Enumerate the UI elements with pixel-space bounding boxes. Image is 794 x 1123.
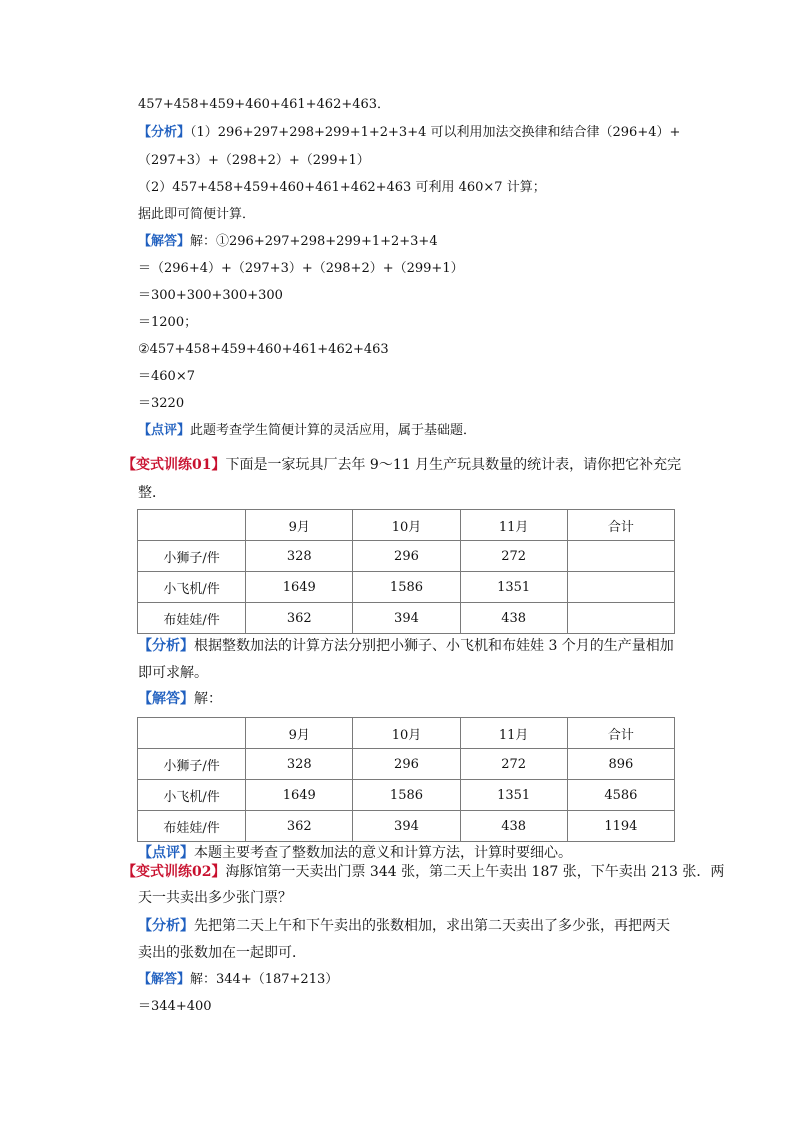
answer-text: 解： (194, 691, 222, 707)
table-cell: 438 (460, 811, 567, 842)
answer-tag: 【解答】 (138, 972, 191, 987)
variant-02-text: 海豚馆第一天卖出门票 344 张，第二天上午卖出 187 张，下午卖出 213 张．两 (225, 864, 725, 880)
header-cell (138, 510, 246, 541)
header-cell: 合计 (567, 510, 674, 541)
variant-02-analysis-cont: 卖出的张数加在一起即可． (138, 945, 306, 961)
table-row (138, 603, 675, 634)
variant-01-line (122, 457, 681, 473)
answer-step-1: ＝（296+4）+（297+3）+（298+2）+（299+1） (138, 261, 464, 276)
row-label: 布娃娃/件 (138, 811, 246, 842)
table-cell: 438 (460, 603, 567, 634)
total-cell (567, 541, 674, 572)
answer-line (138, 234, 438, 250)
variant-01-tag: 【变式训练01】 (122, 457, 226, 473)
answer-tag: 【解答】 (138, 691, 194, 707)
analysis-line-3: 据此即可简便计算． (138, 207, 256, 222)
stats-table-blank (137, 509, 675, 634)
header-cell: 9月 (246, 510, 353, 541)
answer-step-2: ＝300+300+300+300 (138, 288, 283, 303)
table-row (138, 749, 675, 780)
analysis-text: 根据整数加法的计算方法分别把小狮子、小飞机和布娃娃 3 个月的生产量相加 (194, 638, 674, 654)
table-cell: 272 (460, 749, 567, 780)
answer-tag: 【解答】 (138, 234, 191, 249)
table-cell: 1586 (353, 780, 460, 811)
total-cell (567, 572, 674, 603)
table-cell: 394 (353, 811, 460, 842)
row-label: 布娃娃/件 (138, 603, 246, 634)
total-cell: 4586 (567, 780, 674, 811)
variant-01-analysis (138, 638, 674, 654)
analysis-line-1-cont: （297+3）+（298+2）+（299+1） (138, 153, 370, 168)
row-label: 小狮子/件 (138, 749, 246, 780)
variant-02-answer (138, 972, 338, 988)
stats-table-filled (137, 717, 675, 842)
total-cell: 1194 (567, 811, 674, 842)
header-cell (138, 718, 246, 749)
analysis-line-2: （2）457+458+459+460+461+462+463 可利用 460×7 计算； (138, 180, 546, 195)
header-cell: 11月 (460, 718, 567, 749)
analysis-text: 先把第二天上午和下午卖出的张数相加，求出第二天卖出了多少张，再把两天 (194, 918, 670, 934)
table-row (138, 811, 675, 842)
total-cell (567, 603, 674, 634)
variant-02-tag: 【变式训练02】 (122, 864, 226, 880)
variant-02-line (122, 864, 724, 880)
table-row (138, 541, 675, 572)
table-cell: 272 (460, 541, 567, 572)
analysis-tag: 【分析】 (138, 638, 194, 654)
answer-text: 解：①296+297+298+299+1+2+3+4 (190, 234, 438, 249)
table-header-row (138, 510, 675, 541)
table-cell: 1649 (246, 780, 353, 811)
row-label: 小飞机/件 (138, 572, 246, 603)
answer-step-5: ＝460×7 (138, 369, 195, 384)
table-cell: 362 (246, 603, 353, 634)
table-cell: 362 (246, 811, 353, 842)
answer-text: 解：344+（187+213） (190, 972, 339, 987)
total-cell: 896 (567, 749, 674, 780)
analysis-tag: 【分析】 (138, 918, 194, 934)
variant-01-comment (138, 845, 572, 861)
analysis-line-1 (138, 125, 680, 141)
table-header-row (138, 718, 675, 749)
table-cell: 328 (246, 749, 353, 780)
comment-text: 此题考查学生简便计算的灵活应用，属于基础题． (190, 423, 477, 438)
variant-02-cont: 天一共卖出多少张门票？ (138, 890, 292, 906)
table-cell: 1351 (460, 780, 567, 811)
variant-02-analysis (138, 918, 670, 934)
variant-02-step-1: ＝344+400 (138, 999, 212, 1014)
variant-01-text: 下面是一家玩具厂去年 9～11 月生产玩具数量的统计表，请你把它补充完 (225, 457, 682, 473)
comment-tag: 【点评】 (138, 423, 191, 438)
table-cell: 394 (353, 603, 460, 634)
table-cell: 1649 (246, 572, 353, 603)
comment-text: 本题主要考查了整数加法的意义和计算方法，计算时要细心。 (194, 845, 572, 861)
variant-01-answer (138, 691, 222, 707)
header-cell: 10月 (353, 718, 460, 749)
table-row (138, 780, 675, 811)
answer-step-4: ②457+458+459+460+461+462+463 (138, 342, 389, 357)
table-cell: 1351 (460, 572, 567, 603)
table-cell: 328 (246, 541, 353, 572)
header-cell: 10月 (353, 510, 460, 541)
header-cell: 11月 (460, 510, 567, 541)
variant-01-analysis-cont: 即可求解。 (138, 665, 208, 681)
table-row (138, 572, 675, 603)
answer-step-3: ＝1200； (138, 315, 198, 330)
header-cell: 合计 (567, 718, 674, 749)
comment-line (138, 423, 476, 439)
analysis-text: （1）296+297+298+299+1+2+3+4 可以利用加法交换律和结合律（296+4）+ (190, 125, 681, 140)
variant-01-cont: 整． (138, 485, 166, 501)
expression-line: 457+458+459+460+461+462+463． (138, 97, 391, 112)
row-label: 小飞机/件 (138, 780, 246, 811)
table-cell: 296 (353, 541, 460, 572)
header-cell: 9月 (246, 718, 353, 749)
table-cell: 296 (353, 749, 460, 780)
analysis-tag: 【分析】 (138, 125, 191, 140)
row-label: 小狮子/件 (138, 541, 246, 572)
table-cell: 1586 (353, 572, 460, 603)
comment-tag: 【点评】 (138, 845, 194, 861)
answer-step-6: ＝3220 (138, 396, 185, 411)
